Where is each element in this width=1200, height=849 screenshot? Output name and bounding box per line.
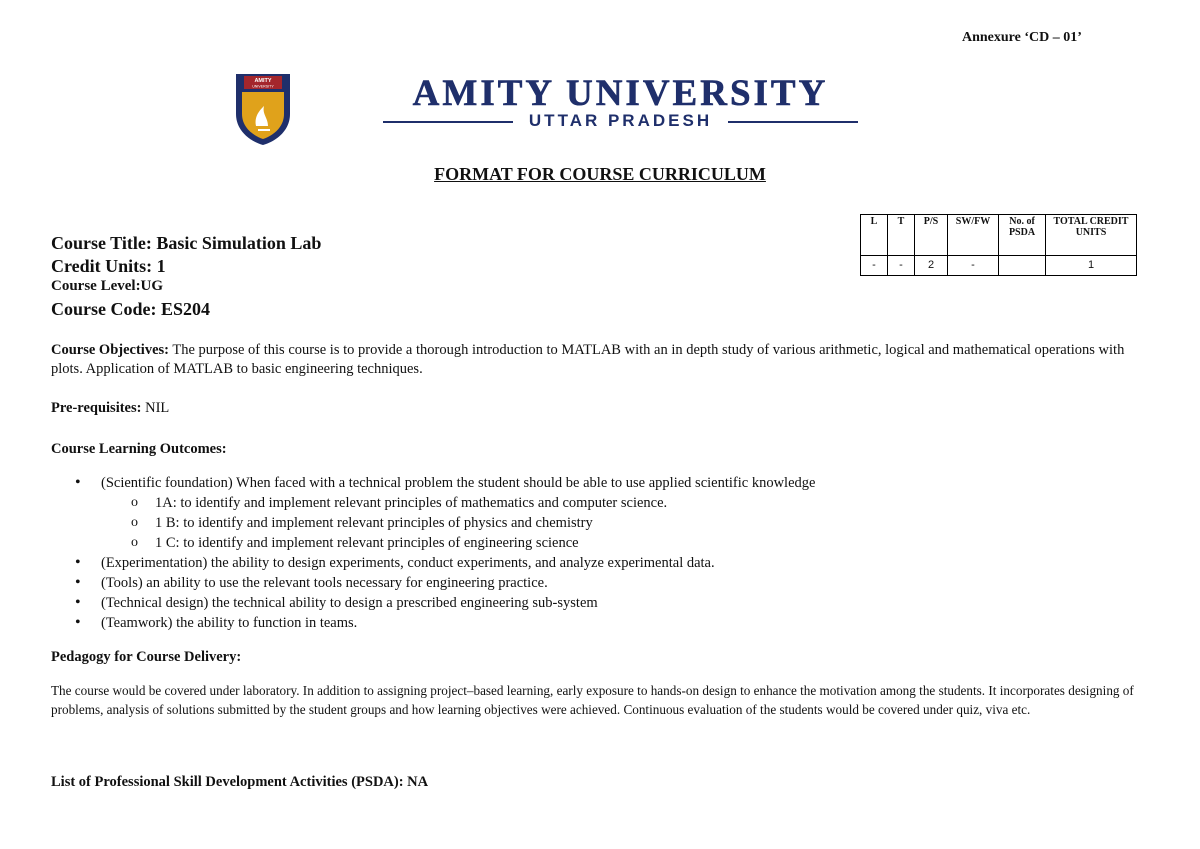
university-name: AMITY UNIVERSITY <box>412 73 829 114</box>
prerequisites-label: Pre-requisites: <box>51 400 142 416</box>
objectives-label: Course Objectives: <box>51 342 169 358</box>
amity-shield-logo <box>234 70 292 146</box>
header-cell: TOTAL CREDIT UNITS <box>1046 215 1137 256</box>
prerequisites-text: NIL <box>141 400 170 416</box>
credit-table <box>860 214 1137 276</box>
outcomes-list <box>51 473 1151 633</box>
course-objectives <box>51 341 1151 379</box>
sub-list-item: o 1 C: to identify and implement relevant principles of engineering science <box>51 533 1151 553</box>
psda-heading: List of Professional Skill Development Activities (PSDA): NA <box>51 774 429 790</box>
prerequisites <box>51 399 1151 418</box>
list-item: • (Experimentation) the ability to design experiments, conduct experiments, and analyze experimental data. <box>51 553 1151 573</box>
value-cell: - <box>888 256 915 276</box>
value-cell: 2 <box>915 256 948 276</box>
pedagogy-text: The course would be covered under laboratory. In addition to assigning project–based learning, early exposure to hands-on design to enhance the motivation among the students. It incorporates designing of problems, analysis of solutions submitted by the student groups and how learning objectives were achieved. Continuous evaluation of the students would be covered under quiz, viva etc. <box>51 683 1134 717</box>
credit-table-value-row <box>861 256 1137 276</box>
header-cell: T <box>888 215 915 256</box>
annexure-label: Annexure ‘CD – 01’ <box>962 30 1082 45</box>
course-level: Course Level:UG <box>51 278 164 294</box>
credit-table-header-row <box>861 215 1137 256</box>
course-code: Course Code: ES204 <box>51 299 211 319</box>
list-item: • (Scientific foundation) When faced with a technical problem the student should be able to use applied scientific knowledge <box>51 473 1151 493</box>
outcomes-heading: Course Learning Outcomes: <box>51 441 227 457</box>
value-cell <box>999 256 1046 276</box>
credit-units: Credit Units: 1 <box>51 256 166 276</box>
pedagogy-heading: Pedagogy for Course Delivery: <box>51 649 242 665</box>
sub-list-item: o 1A: to identify and implement relevant principles of mathematics and computer science. <box>51 493 1151 513</box>
objectives-text: The purpose of this course is to provide a thorough introduction to MATLAB with an in depth study of various arithmetic, logical and mathematical operations with plots. Application of MATLAB to basic engineering techniques. <box>51 342 1125 377</box>
value-cell: - <box>948 256 999 276</box>
value-cell: 1 <box>1046 256 1137 276</box>
header-cell: SW/FW <box>948 215 999 256</box>
list-item: • (Teamwork) the ability to function in teams. <box>51 613 1151 633</box>
university-subtitle-block <box>383 111 858 131</box>
header-cell: No. of PSDA <box>999 215 1046 256</box>
header-cell: P/S <box>915 215 948 256</box>
list-item: • (Tools) an ability to use the relevant tools necessary for engineering practice. <box>51 573 1151 593</box>
svg-text:AMITY: AMITY <box>254 78 272 84</box>
svg-text:UNIVERSITY: UNIVERSITY <box>252 84 274 89</box>
value-cell: - <box>861 256 888 276</box>
course-title: Course Title: Basic Simulation Lab <box>51 233 322 253</box>
sub-list-item: o 1 B: to identify and implement relevant principles of physics and chemistry <box>51 513 1151 533</box>
header-cell: L <box>861 215 888 256</box>
list-item: • (Technical design) the technical ability to design a prescribed engineering sub-system <box>51 593 1151 613</box>
university-subtitle: UTTAR PRADESH <box>528 111 713 130</box>
format-title: FORMAT FOR COURSE CURRICULUM <box>434 164 766 184</box>
